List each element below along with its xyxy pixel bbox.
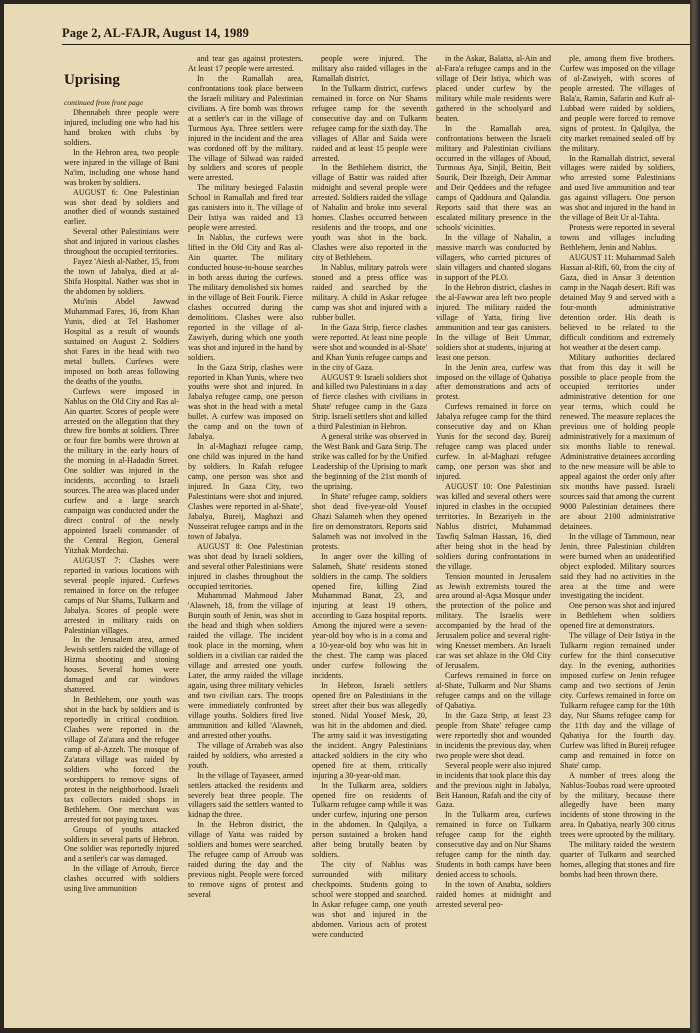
paragraph: Mu'inis Abdel Jawwad Muhammad Fares, 16, from Khan Yunis, died at Tel Hashomer Hospital as a result of wounds sustained on August 2. Soldiers shot Fares in the head with two metal bullets. Curfews were imposed on both areas following the deaths of the youths. (64, 297, 179, 386)
paragraph: In Nablus, military patrols were stoned and a press office was raided and searched by the military. A child in Askar refugee camp was shot and injured with a rubber bullet. (312, 263, 427, 322)
paragraph: Military authorities declared that from this day it will be possible to place people from the occupied territories under administrative detention for one year terms, which could be renewed. The measure replaces the previous one of holding people administratively for a maximum of six months liable to renewal. Administrative detainees according to the new measure will be able to appeal against the order only after six months have passed. Israeli sources said that among the current 9000 Palestinian detainees there are about 2100 administrative detainees. (560, 352, 675, 531)
continued-note: continued from front page (64, 98, 143, 107)
paragraph: In the Gaza Strip, clashes were reported in Khan Yunis, where two youths were shot and injured. In Jabalya refugee camp, one person was shot in the head with a metal bullet. A curfew was imposed on the camp and on the town of Jabalya. (188, 362, 303, 442)
column-1 (64, 54, 179, 1014)
paragraph: In Nablus, the curfews were lifted in the Old City and Ras al-Ain quarter. The military conducted house-to-house searches in both areas during the curfews. The military demolished six homes in the village of Beit Fourik. Fierce clashes occurred during the demolitions. Clashes were also reported in the village of al-Zawiyeh, during which one youth was shot and injured in the hand by soldiers. (188, 233, 303, 362)
paragraph: In the Tulkarm area, soldiers opened fire on residents of Tulkarm refugee camp while it was under curfew, injuring one person in the abdomen. In Qalqilya, a person sustained a broken hand after being brutally beaten by soldiers. (312, 780, 427, 860)
paragraph: In al-Maghazi refugee camp, one child was injured in the hand by soldiers. In Rafah refugee camp, one person was shot and injured. In Gaza City, two Palestinians were shot and injured. Clashes were reported in al-Shate', Jabalya, Bureij, Maghazi and Nusseirat refugee camps and in the town of Jabalya. (188, 442, 303, 541)
column-3 (312, 54, 427, 1014)
column-1-paragraphs (64, 108, 179, 894)
column-4 (436, 54, 551, 1014)
paragraph: AUGUST 11: Muhammad Saleh Hassan al-Rifi, 60, from the city of Gaza, died in Ansar 3 detention camp in the Naqab desert. Rifi was detained May 9 and served with a four-month administrative detention order. His death is believed to be related to the difficult conditions and extremely hot weather at the desert camp. (560, 253, 675, 352)
paragraph: people were injured. The military also raided villages in the Ramallah district. (312, 54, 427, 83)
paragraph: Dhennabeh three people were injured, including one who had his hand broken with clubs by soldiers. (64, 107, 179, 147)
paragraph: In the village of Nahalin, a massive march was conducted by villagers, who carried pictures of slain villagers and chanted slogans in support of the PLO. (436, 233, 551, 282)
paragraph: Curfews remained in force on al-Shate, Tulkarm and Nur Shams refugee camps and on the village of Qabatiya. (436, 671, 551, 710)
paragraph: In the Gaza Strip, fierce clashes were reported. At least nine people were shot and wounded in al-Shate' and Khan Yunis refugee camps and in the city of Gaza. (312, 322, 427, 372)
paragraph: In Bethlehem, one youth was shot in the back by soldiers and is reportedly in critical condition. Clashes were reported in the village of Za'atara and the refugee camp of al-Azzeh. The mosque of Za'atara village was raided by soldiers who forced the worshippers to remove signs of protest in the neighborhood. Israeli tax collectors raided shops in Bethlehem. One merchant was arrested for not paying taxes. (64, 695, 179, 824)
paragraph: AUGUST 10: One Palestinian was killed and several others were injured in clashes in the occupied territories. In Bezariyeh in the Nablus district, Muhammad Tawfiq Salman Hassan, 16, died after being shot in the head by soldiers during confrontations in the village. (436, 481, 551, 571)
paragraph: In Shate' refugee camp, soldiers shot dead five-year-old Yousef Ghazi Salameh when they opened fire on demonstrators. Reports said Salameh was not involved in the protests. (312, 491, 427, 551)
binding-edge (690, 0, 700, 1033)
paragraph: Several people were also injured in incidents that took place this day and the previous night in Jabalya, Beit Hanoun, Rafah and the city of Gaza. (436, 760, 551, 810)
paragraph: AUGUST 9: Israeli soldiers shot and killed two Palestinians in a day of fierce clashes with civilians in Shate' refugee camp in the Gaza Strip. Israeli settlers shot and killed a third Palestinian in Hebron. (312, 372, 427, 432)
paragraph: Curfews remained in force on Jabalya refugee camp for the third consecutive day and on Khan Yunis for the second day. Bureij refugee camp was placed under curfew. In al-Maghazi refugee camp, one person was shot and injured. (436, 402, 551, 482)
article-headline: Uprising (64, 72, 120, 88)
paragraph: Several other Palestinians were shot and injured in various clashes throughout the occupied territories. (64, 227, 179, 257)
paragraph: In the Gaza Strip, at least 23 people from Shate' refugee camp were reportedly shot and wounded in incidents the previous day, when two people were shot dead. (436, 710, 551, 760)
paragraph: In the town of Anabta, soldiers raided homes at midnight and arrested several peo- (436, 880, 551, 910)
paragraph: AUGUST 6: One Palestinian was shot dead by soldiers and another died of wounds sustained earlier. (64, 187, 179, 227)
newspaper-page (4, 4, 690, 1028)
paragraph: Curfews were imposed in Nablus on the Old City and Ras al-Ain quarter. Scores of people were arrested on the allegation that they threw fire bombs at soldiers. Three or four fire bombs were thrown at the military in the early hours of the morning in al-Hadadin Street. One soldier was injured in the incidents, according to Israeli sources. The area was placed under curfew and a large search campaign was conducted under the direct control of the newly appointed Israeli commander of the Central Region, General Yitzhak Mordechai. (64, 386, 179, 555)
paragraph: In the Ramallah area, confrontations between the Israeli military and Palestinian civilians occurred in the villages of Aboud, Turmous Aya, Sinjil, Beitin, Beit Sourik, Deir Ibzeigh, Deir Ammar and Deir Qeddees and the refugee camps of Qaddoura and Qalandia. Reports said that there was an escalated military presence in the schools' vicinities. (436, 123, 551, 233)
paragraph: Fayez 'Aiesh al-Nather, 15, from the town of Jabalya, died at al-Shifa Hospital. Nather was shot in the abdomen by soldiers. (64, 257, 179, 297)
paragraph: In the village of Tammoun, near Jenin, three Palestinian children were burned when an unidentified object exploded. Military sources said they had no activities in the area at the time and were investigating the incident. (560, 531, 675, 601)
paragraph: In the Bethlehem district, the village of Battir was raided after midnight and several people were arrested. Soldiers raided the village of Nahalin and broke into several homes. Clashes occurred between residents and the troops, and one youth was shot in the back. Clashes were also reported in the city of Bethlehem. (312, 163, 427, 263)
paragraph: In the Hebron district, clashes in the al-Fawwar area left two people injured. The military raided the village of Yatta, firing live ammunition and tear gas canisters. In the village of Beit Ummar, soldiers shot at students, injuring at least one person. (436, 282, 551, 362)
paragraph: In the Tulkarm area, curfews remained in force on Tulkarm refugee camp for the eighth consecutive day and on Nur Shams refugee camp for the ninth day. Students in both camps have been denied access to schools. (436, 810, 551, 880)
paragraph: In the village of Tayaseer, armed settlers attacked the residents and severely beat three people. The villagers said the settlers wanted to kidnap the three. (188, 770, 303, 820)
paragraph: in the Askar, Balatta, al-Ain and al-Fara'a refugee camps and in the village of Deir Istiya, which was placed under curfew by the military while male residents were gathered in the schoolyard and beaten. (436, 54, 551, 123)
paragraph: In anger over the killing of Salameh, Shate' residents stoned soldiers in the camp. The soldiers opened fire, killing Ziad Muhammad Banat, 23, and injuring at least 19 others, according to Gaza hospital reports. Among the injured were a seven-year-old boy who is in a coma and a 10-year-old boy who was hit in the chest. The camp was placed under curfew following the incidents. (312, 551, 427, 681)
paragraph: In the Hebron area, two people were injured in the village of Bani Na'im, including one whose hand was broken by soldiers. (64, 147, 179, 187)
paragraph: AUGUST 7: Clashes were reported in various locations with several people injured. Curfews remained in force on the refugee camps of Nur Shams, Tulkarm and Jabalya. Scores of people were arrested in military raids on Palestinian villages. (64, 555, 179, 635)
paragraph: ple, among them five brothers. Curfew was imposed on the village of al-Zawiyeh, with scores of people arrested. The villages of Bala'a, Ramin, Safarin and Kufr al-Lubbad were raided by soldiers, and people were forced to remove signs of protest. In Qalqilya, the city market remained sealed off by the military. (560, 54, 675, 153)
paragraph: The military raided the western quarter of Tulkarm and searched homes, alleging that stones and fire bombs had been thrown there. (560, 840, 675, 880)
paragraph: In Hebron, Israeli settlers opened fire on Palestinians in the street after their bus was allegedly stoned. Nidal Yousef Mesk, 20, was hit in the abdomen and died. The army said it was investigating the incident. Angry Palestinians attacked soldiers in the city who opened fire at them, critically injuring a 30-year-old man. (312, 681, 427, 780)
column-5 (560, 54, 675, 1014)
paragraph: In the Jerusalem area, armed Jewish settlers raided the village of Hizma shooting and stoning houses. Several homes were damaged and car windows shattered. (64, 635, 179, 695)
paragraph: The city of Nablus was surrounded with military checkpoints. Students going to school were stopped and searched. In Askar refugee camp, one youth was shot and injured in the abdomen. Various acts of protest were conducted (312, 860, 427, 939)
paragraph: AUGUST 8: One Palestinian was shot dead by Israeli soldiers, and several other Palestinians were injured in clashes throughout the occupied territories. (188, 541, 303, 591)
paragraph: In the Tulkarm district, curfews remained in force on Nur Shams refugee camp for the seventh consecutive day and on Tulkarm refugee camp for the sixth day. The villages of Allar and Saida were raided and at least 15 people were arrested. (312, 83, 427, 163)
paragraph: In the Ramallah district, several villages were raided by soldiers, who arrested some Palestinians and used live ammunition and tear gas against villagers. One person was shot and injured in the hand in the village of Beit Ur al-Tahta. (560, 153, 675, 223)
paragraph: In the Ramallah area, confrontations took place between the Israeli military and Palestinian civilians. A fire bomb was thrown at a settler's car in the village of Turmous Aya. Three settlers were injured in the incident and the area was cordoned off by the military. The village of Silwad was raided by soldiers and scores of people were arrested. (188, 73, 303, 183)
paragraph: The village of Deir Istiya in the Tulkarm region remained under curfew for the third consecutive day. In the evening, authorities imposed curfew on Jenin refugee camp and two sections of Jenin city. Curfews remained in force on Tulkarm refugee camp for the 10th day, Nur Shams refugee camp for the 11th day and the village of Qabatiya for the fourth day. Curfew was lifted in Bureij refugee camp and remained in force on Shate' camp. (560, 631, 675, 770)
page-header: Page 2, AL-FAJR, August 14, 1989 (62, 26, 250, 40)
paragraph: Groups of youths attacked soldiers in several parts of Hebron. One soldier was reportedly injured and a settler's car was damaged. (64, 824, 179, 864)
paragraph: The village of Arrabeh was also raided by soldiers, who arrested a youth. (188, 740, 303, 770)
column-3-paragraphs (312, 54, 427, 940)
column-2 (188, 54, 303, 1014)
paragraph: In the Hebron district, the village of Yatta was raided by soldiers and homes were searched. The refugee camp of Arroub was raided during the day and the previous night. People were forced to remove signs of protest and several (188, 820, 303, 900)
column-2-paragraphs (188, 54, 303, 900)
paragraph: A general strike was observed in the West Bank and Gaza Strip. The strike was called for by the Unified Leadership of the Uprising to mark the beginning of the 21st month of the uprising. (312, 432, 427, 491)
header-rule (62, 44, 690, 45)
paragraph: In the Jenin area, curfew was imposed on the village of Qabatiya after demonstrations and acts of protest. (436, 362, 551, 402)
paragraph: Tension mounted in Jerusalem as Jewish extremists toured the area around al-Aqsa Mosque under the protection of the police and military. The Israelis were accompanied by the head of the Jerusalem police and several right-wing Knesset members. An Israeli car was set ablaze in the Old City of Jerusalem. (436, 571, 551, 671)
paragraph: Muhammad Mahmoud Jaber 'Alawneh, 18, from the village of Burqin south of Jenin, was shot in the head and thigh when soldiers raided the village. The incident took place in the morning, when soldiers in a civilian car raided the village and arrested one youth. Later, the army raided the village again, using three military vehicles and two civilian cars. The troops were immediately confronted by village youths. Soldiers fired live ammunition and killed 'Alawneh, and arrested other youths. (188, 591, 303, 740)
paragraph: and tear gas against protesters. At least 17 people were arrested. (188, 54, 303, 73)
paragraph: One person was shot and injured in Bethlehem when soldiers opened fire at demonstrators. (560, 601, 675, 631)
paragraph: A number of trees along the Nablus-Toubas road were uprooted by the military, because there allegedly have been many incidents of stone throwing in the area. In Qabatiya, nearly 300 citrus trees were uprooted by the military. (560, 770, 675, 840)
column-4-paragraphs (436, 54, 551, 910)
paragraph: The military besieged Falastin School in Ramallah and fired tear gas canisters into it. The village of Deir Istiya was raided and 13 people were arrested. (188, 183, 303, 233)
paragraph: Protests were reported in several towns and villages including Bethlehem, Jenin and Nablus. (560, 223, 675, 253)
column-5-paragraphs (560, 54, 675, 880)
paragraph: In the village of Arroub, fierce clashes occurred with soldiers using live ammunition (64, 864, 179, 894)
